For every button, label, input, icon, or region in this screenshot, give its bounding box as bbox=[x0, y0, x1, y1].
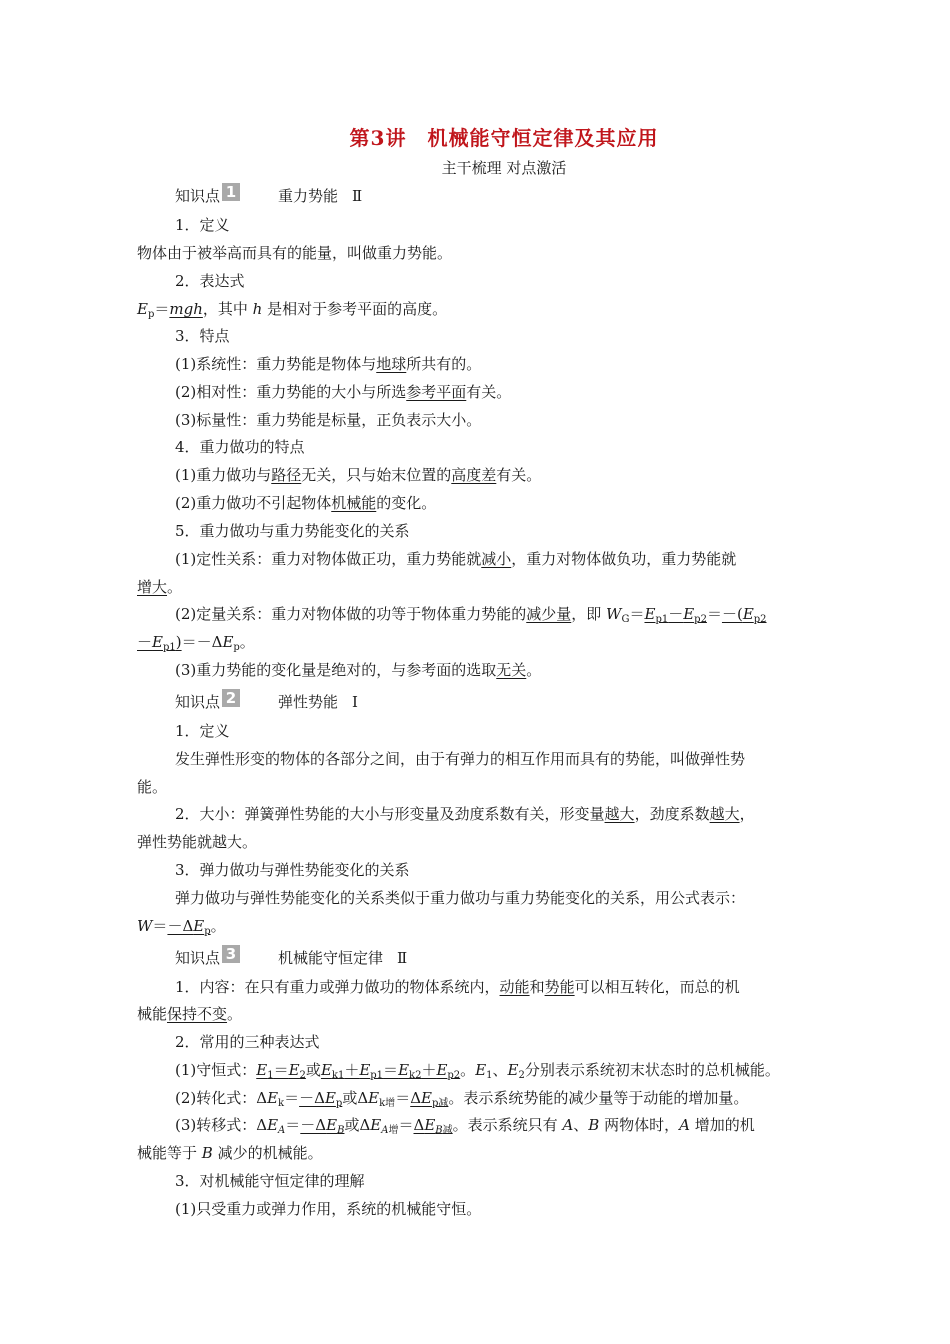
kp-number-badge: 2 bbox=[222, 689, 240, 707]
lesson-subtitle: 主干梳理 对点激活 bbox=[441, 159, 567, 177]
kp-number-badge: 3 bbox=[222, 945, 240, 963]
heading-expression: 2．表达式 bbox=[175, 272, 245, 290]
heading-understanding: 3．对机械能守恒定律的理解 bbox=[175, 1172, 365, 1190]
elastic-formula: $W=-\Delta E_p$。 bbox=[137, 917, 226, 937]
understanding-1: (1)只受重力或弹力作用，系统的机械能守恒。 bbox=[175, 1200, 482, 1218]
kp-name: 机械能守恒定律 bbox=[278, 949, 384, 967]
kp-label: 知识点 bbox=[175, 187, 221, 205]
lesson-title: 第3讲 机械能守恒定律及其应用 bbox=[349, 126, 659, 150]
form-transformation: (2)转化式：$\Delta E_k=-\Delta E_p$或$\Delta E_{k增}=\Delta E_{p减}$。表示系统势能的减少量等于动能的增加量。 bbox=[175, 1089, 749, 1109]
kp-label: 知识点 bbox=[175, 949, 221, 967]
kp-level: Ⅰ bbox=[352, 693, 358, 711]
relation-qualitative-cont: 增大。 bbox=[137, 578, 183, 596]
conservation-content: 1．内容：在只有重力或弹力做功的物体系统内，动能和势能可以相互转化，而总的机 bbox=[175, 978, 740, 996]
heading-three-forms: 2．常用的三种表达式 bbox=[175, 1033, 320, 1051]
heading-elastic-definition: 1．定义 bbox=[175, 722, 230, 740]
relation-quantitative: (2)定量关系：重力对物体做的功等于物体重力势能的减少量，即 $W_G=E_{p1}-E_{p2}=-(E_{p2}$ bbox=[175, 605, 767, 625]
kp-name: 弹性势能 bbox=[278, 693, 339, 711]
form-transfer: (3)转移式：$\Delta E_A=-\Delta E_B$或$\Delta E_{A增}=\Delta E_{B减}$。表示系统只有 A、B 两物体时，A 增加的机 bbox=[175, 1116, 755, 1136]
relation-quantitative-cont: $-E_{p1})=-\Delta E_p$。 bbox=[137, 633, 255, 653]
conservation-content-cont: 械能保持不变。 bbox=[137, 1005, 243, 1023]
relation-qualitative: (1)定性关系：重力对物体做正功，重力势能就减小，重力对物体做负功，重力势能就 bbox=[175, 550, 737, 568]
heading-gravity-work: 4．重力做功的特点 bbox=[175, 438, 305, 456]
kp-name: 重力势能 bbox=[278, 187, 339, 205]
elastic-definition-cont: 能。 bbox=[137, 778, 168, 796]
heading-definition: 1．定义 bbox=[175, 216, 230, 234]
feature-scalar: (3)标量性：重力势能是标量，正负表示大小。 bbox=[175, 411, 482, 429]
kp-level: Ⅱ bbox=[397, 949, 408, 967]
text-expression: $E_p=mgh$，其中 h 是相对于参考平面的高度。 bbox=[137, 300, 448, 320]
feature-systemic: (1)系统性：重力势能是物体与地球所共有的。 bbox=[175, 355, 482, 373]
knowledge-point-1 bbox=[175, 183, 363, 206]
text-definition: 物体由于被举高而具有的能量，叫做重力势能。 bbox=[137, 244, 453, 262]
kp-label: 知识点 bbox=[175, 693, 221, 711]
heading-work-energy-relation: 5．重力做功与重力势能变化的关系 bbox=[175, 522, 410, 540]
heading-elastic-relation: 3．弹力做功与弹性势能变化的关系 bbox=[175, 861, 410, 879]
form-transfer-cont: 械能等于 B 减少的机械能。 bbox=[137, 1144, 323, 1162]
elastic-definition: 发生弹性形变的物体的各部分之间，由于有弹力的相互作用而具有的势能，叫做弹性势 bbox=[175, 750, 746, 768]
form-conservation: (1)守恒式：$E_1=E_2$或$E_{k1}+E_{p1}=E_{k2}+E_{p2}$。$E_1$、$E_2$分别表示系统初末状态时的总机械能。 bbox=[175, 1061, 780, 1081]
heading-features: 3．特点 bbox=[175, 327, 230, 345]
relation-absolute: (3)重力势能的变化量是绝对的，与参考面的选取无关。 bbox=[175, 661, 542, 679]
knowledge-point-3 bbox=[175, 945, 408, 968]
kp-level: Ⅱ bbox=[352, 187, 363, 205]
elastic-magnitude: 2．大小：弹簧弹性势能的大小与形变量及劲度系数有关，形变量越大，劲度系数越大， bbox=[175, 805, 755, 823]
elastic-magnitude-cont: 弹性势能就越大。 bbox=[137, 833, 258, 851]
gravity-work-1: (1)重力做功与路径无关，只与始末位置的高度差有关。 bbox=[175, 466, 542, 484]
feature-relativity: (2)相对性：重力势能的大小与所选参考平面有关。 bbox=[175, 383, 512, 401]
elastic-relation: 弹力做功与弹性势能变化的关系类似于重力做功与重力势能变化的关系，用公式表示： bbox=[175, 889, 746, 907]
kp-number-badge: 1 bbox=[222, 183, 240, 201]
gravity-work-2: (2)重力做功不引起物体机械能的变化。 bbox=[175, 494, 437, 512]
knowledge-point-2 bbox=[175, 689, 358, 712]
